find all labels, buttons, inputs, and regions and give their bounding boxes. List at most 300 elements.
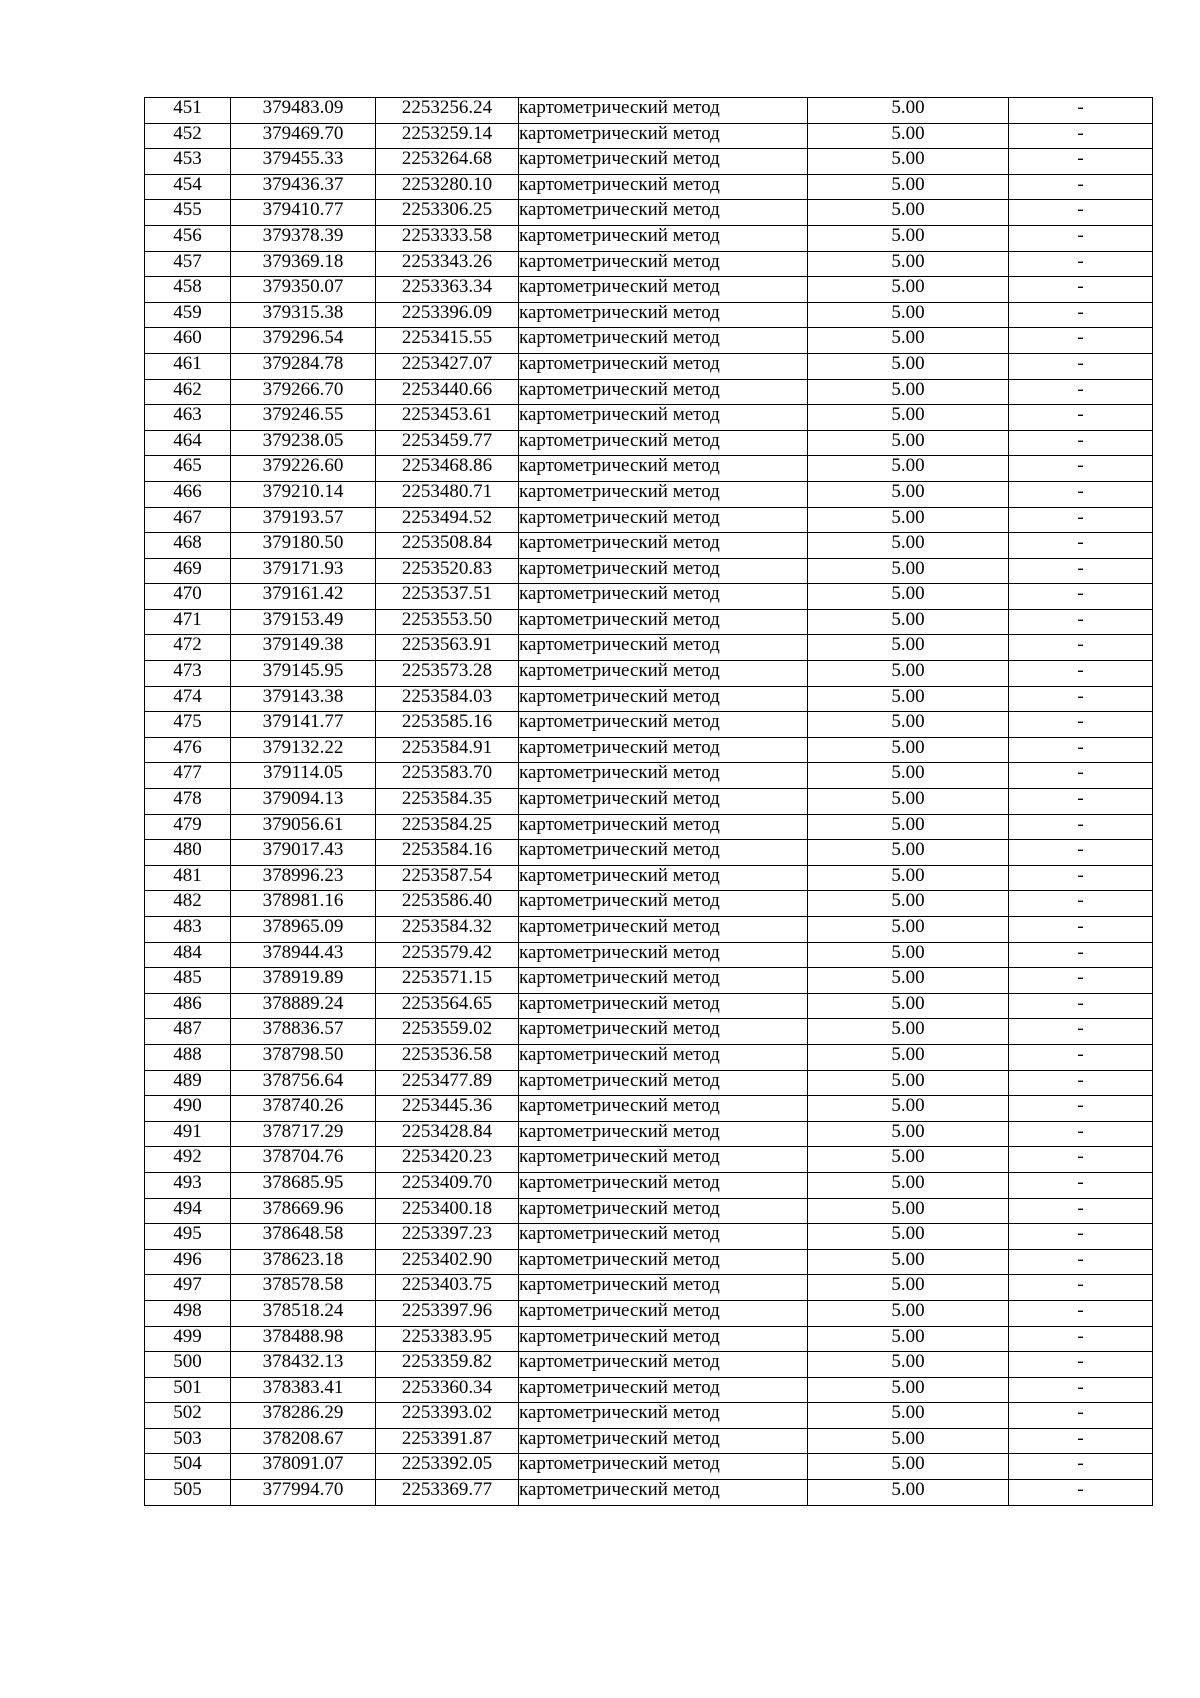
note-cell: - xyxy=(1009,1480,1153,1506)
y-coordinate-cell: 2253383.95 xyxy=(376,1326,519,1352)
accuracy-cell: 5.00 xyxy=(808,686,1009,712)
x-coordinate-cell: 379056.61 xyxy=(231,814,376,840)
y-coordinate-cell: 2253583.70 xyxy=(376,763,519,789)
accuracy-cell: 5.00 xyxy=(808,993,1009,1019)
note-cell: - xyxy=(1009,456,1153,482)
y-coordinate-cell: 2253403.75 xyxy=(376,1275,519,1301)
table-row xyxy=(145,200,1153,226)
y-coordinate-cell: 2253587.54 xyxy=(376,865,519,891)
accuracy-cell: 5.00 xyxy=(808,98,1009,124)
table-row xyxy=(145,891,1153,917)
note-cell: - xyxy=(1009,686,1153,712)
point-number-cell: 505 xyxy=(145,1480,231,1506)
table-row xyxy=(145,1454,1153,1480)
accuracy-cell: 5.00 xyxy=(808,379,1009,405)
method-cell: картометрический метод xyxy=(519,174,808,200)
y-coordinate-cell: 2253445.36 xyxy=(376,1096,519,1122)
x-coordinate-cell: 378518.24 xyxy=(231,1300,376,1326)
table-row xyxy=(145,1019,1153,1045)
x-coordinate-cell: 379246.55 xyxy=(231,405,376,431)
method-cell: картометрический метод xyxy=(519,98,808,124)
point-number-cell: 454 xyxy=(145,174,231,200)
y-coordinate-cell: 2253459.77 xyxy=(376,430,519,456)
point-number-cell: 467 xyxy=(145,507,231,533)
x-coordinate-cell: 378648.58 xyxy=(231,1224,376,1250)
table-row xyxy=(145,840,1153,866)
x-coordinate-cell: 378981.16 xyxy=(231,891,376,917)
point-number-cell: 462 xyxy=(145,379,231,405)
x-coordinate-cell: 379171.93 xyxy=(231,558,376,584)
method-cell: картометрический метод xyxy=(519,661,808,687)
y-coordinate-cell: 2253453.61 xyxy=(376,405,519,431)
method-cell: картометрический метод xyxy=(519,149,808,175)
point-number-cell: 496 xyxy=(145,1249,231,1275)
note-cell: - xyxy=(1009,379,1153,405)
table-row xyxy=(145,1172,1153,1198)
table-row xyxy=(145,609,1153,635)
accuracy-cell: 5.00 xyxy=(808,200,1009,226)
y-coordinate-cell: 2253306.25 xyxy=(376,200,519,226)
accuracy-cell: 5.00 xyxy=(808,968,1009,994)
accuracy-cell: 5.00 xyxy=(808,917,1009,943)
table-row xyxy=(145,1249,1153,1275)
x-coordinate-cell: 378798.50 xyxy=(231,1044,376,1070)
method-cell: картометрический метод xyxy=(519,584,808,610)
accuracy-cell: 5.00 xyxy=(808,1172,1009,1198)
point-number-cell: 463 xyxy=(145,405,231,431)
table-row xyxy=(145,1198,1153,1224)
y-coordinate-cell: 2253508.84 xyxy=(376,533,519,559)
point-number-cell: 456 xyxy=(145,225,231,251)
method-cell: картометрический метод xyxy=(519,225,808,251)
accuracy-cell: 5.00 xyxy=(808,1249,1009,1275)
x-coordinate-cell: 378944.43 xyxy=(231,942,376,968)
table-row xyxy=(145,277,1153,303)
method-cell: картометрический метод xyxy=(519,968,808,994)
method-cell: картометрический метод xyxy=(519,1403,808,1429)
x-coordinate-cell: 379143.38 xyxy=(231,686,376,712)
table-row xyxy=(145,1428,1153,1454)
y-coordinate-cell: 2253573.28 xyxy=(376,661,519,687)
accuracy-cell: 5.00 xyxy=(808,1454,1009,1480)
point-number-cell: 455 xyxy=(145,200,231,226)
table-row xyxy=(145,1070,1153,1096)
y-coordinate-cell: 2253584.16 xyxy=(376,840,519,866)
table-row xyxy=(145,1300,1153,1326)
x-coordinate-cell: 378996.23 xyxy=(231,865,376,891)
method-cell: картометрический метод xyxy=(519,789,808,815)
method-cell: картометрический метод xyxy=(519,558,808,584)
accuracy-cell: 5.00 xyxy=(808,1121,1009,1147)
table-row xyxy=(145,481,1153,507)
table-row xyxy=(145,1121,1153,1147)
method-cell: картометрический метод xyxy=(519,1224,808,1250)
note-cell: - xyxy=(1009,917,1153,943)
point-number-cell: 502 xyxy=(145,1403,231,1429)
method-cell: картометрический метод xyxy=(519,635,808,661)
point-number-cell: 458 xyxy=(145,277,231,303)
table-row xyxy=(145,302,1153,328)
table-row xyxy=(145,1096,1153,1122)
y-coordinate-cell: 2253586.40 xyxy=(376,891,519,917)
accuracy-cell: 5.00 xyxy=(808,789,1009,815)
note-cell: - xyxy=(1009,98,1153,124)
accuracy-cell: 5.00 xyxy=(808,840,1009,866)
point-number-cell: 501 xyxy=(145,1377,231,1403)
accuracy-cell: 5.00 xyxy=(808,507,1009,533)
method-cell: картометрический метод xyxy=(519,1428,808,1454)
point-number-cell: 460 xyxy=(145,328,231,354)
point-number-cell: 504 xyxy=(145,1454,231,1480)
y-coordinate-cell: 2253537.51 xyxy=(376,584,519,610)
table-row xyxy=(145,712,1153,738)
point-number-cell: 469 xyxy=(145,558,231,584)
note-cell: - xyxy=(1009,993,1153,1019)
method-cell: картометрический метод xyxy=(519,353,808,379)
y-coordinate-cell: 2253343.26 xyxy=(376,251,519,277)
point-number-cell: 486 xyxy=(145,993,231,1019)
y-coordinate-cell: 2253584.03 xyxy=(376,686,519,712)
accuracy-cell: 5.00 xyxy=(808,1147,1009,1173)
y-coordinate-cell: 2253584.25 xyxy=(376,814,519,840)
method-cell: картометрический метод xyxy=(519,1198,808,1224)
table-row xyxy=(145,149,1153,175)
accuracy-cell: 5.00 xyxy=(808,635,1009,661)
table-row xyxy=(145,225,1153,251)
accuracy-cell: 5.00 xyxy=(808,1403,1009,1429)
note-cell: - xyxy=(1009,1352,1153,1378)
x-coordinate-cell: 379161.42 xyxy=(231,584,376,610)
method-cell: картометрический метод xyxy=(519,1480,808,1506)
y-coordinate-cell: 2253280.10 xyxy=(376,174,519,200)
y-coordinate-cell: 2253391.87 xyxy=(376,1428,519,1454)
accuracy-cell: 5.00 xyxy=(808,942,1009,968)
note-cell: - xyxy=(1009,789,1153,815)
accuracy-cell: 5.00 xyxy=(808,712,1009,738)
accuracy-cell: 5.00 xyxy=(808,1352,1009,1378)
accuracy-cell: 5.00 xyxy=(808,405,1009,431)
x-coordinate-cell: 379296.54 xyxy=(231,328,376,354)
accuracy-cell: 5.00 xyxy=(808,123,1009,149)
x-coordinate-cell: 379094.13 xyxy=(231,789,376,815)
y-coordinate-cell: 2253392.05 xyxy=(376,1454,519,1480)
point-number-cell: 478 xyxy=(145,789,231,815)
x-coordinate-cell: 379378.39 xyxy=(231,225,376,251)
table-row xyxy=(145,174,1153,200)
y-coordinate-cell: 2253494.52 xyxy=(376,507,519,533)
x-coordinate-cell: 378717.29 xyxy=(231,1121,376,1147)
note-cell: - xyxy=(1009,1121,1153,1147)
method-cell: картометрический метод xyxy=(519,1019,808,1045)
point-number-cell: 493 xyxy=(145,1172,231,1198)
x-coordinate-cell: 379132.22 xyxy=(231,737,376,763)
accuracy-cell: 5.00 xyxy=(808,1019,1009,1045)
accuracy-cell: 5.00 xyxy=(808,1326,1009,1352)
note-cell: - xyxy=(1009,200,1153,226)
x-coordinate-cell: 378208.67 xyxy=(231,1428,376,1454)
note-cell: - xyxy=(1009,1403,1153,1429)
point-number-cell: 490 xyxy=(145,1096,231,1122)
accuracy-cell: 5.00 xyxy=(808,1044,1009,1070)
x-coordinate-cell: 378286.29 xyxy=(231,1403,376,1429)
method-cell: картометрический метод xyxy=(519,1249,808,1275)
note-cell: - xyxy=(1009,1147,1153,1173)
table-row xyxy=(145,993,1153,1019)
point-number-cell: 492 xyxy=(145,1147,231,1173)
method-cell: картометрический метод xyxy=(519,1352,808,1378)
method-cell: картометрический метод xyxy=(519,1044,808,1070)
point-number-cell: 468 xyxy=(145,533,231,559)
point-number-cell: 457 xyxy=(145,251,231,277)
table-row xyxy=(145,1275,1153,1301)
note-cell: - xyxy=(1009,1326,1153,1352)
note-cell: - xyxy=(1009,1070,1153,1096)
note-cell: - xyxy=(1009,1044,1153,1070)
note-cell: - xyxy=(1009,123,1153,149)
y-coordinate-cell: 2253564.65 xyxy=(376,993,519,1019)
method-cell: картометрический метод xyxy=(519,251,808,277)
note-cell: - xyxy=(1009,481,1153,507)
point-number-cell: 476 xyxy=(145,737,231,763)
point-number-cell: 479 xyxy=(145,814,231,840)
note-cell: - xyxy=(1009,942,1153,968)
y-coordinate-cell: 2253264.68 xyxy=(376,149,519,175)
table-row xyxy=(145,379,1153,405)
accuracy-cell: 5.00 xyxy=(808,1096,1009,1122)
accuracy-cell: 5.00 xyxy=(808,1377,1009,1403)
x-coordinate-cell: 379017.43 xyxy=(231,840,376,866)
x-coordinate-cell: 378965.09 xyxy=(231,917,376,943)
accuracy-cell: 5.00 xyxy=(808,149,1009,175)
method-cell: картометрический метод xyxy=(519,763,808,789)
note-cell: - xyxy=(1009,328,1153,354)
table-row xyxy=(145,328,1153,354)
point-number-cell: 500 xyxy=(145,1352,231,1378)
point-number-cell: 491 xyxy=(145,1121,231,1147)
accuracy-cell: 5.00 xyxy=(808,609,1009,635)
point-number-cell: 466 xyxy=(145,481,231,507)
method-cell: картометрический метод xyxy=(519,405,808,431)
method-cell: картометрический метод xyxy=(519,302,808,328)
method-cell: картометрический метод xyxy=(519,328,808,354)
note-cell: - xyxy=(1009,405,1153,431)
y-coordinate-cell: 2253397.23 xyxy=(376,1224,519,1250)
x-coordinate-cell: 379114.05 xyxy=(231,763,376,789)
accuracy-cell: 5.00 xyxy=(808,277,1009,303)
coordinates-table-body xyxy=(145,98,1153,1506)
point-number-cell: 497 xyxy=(145,1275,231,1301)
note-cell: - xyxy=(1009,584,1153,610)
note-cell: - xyxy=(1009,149,1153,175)
x-coordinate-cell: 378756.64 xyxy=(231,1070,376,1096)
method-cell: картометрический метод xyxy=(519,1377,808,1403)
point-number-cell: 481 xyxy=(145,865,231,891)
point-number-cell: 474 xyxy=(145,686,231,712)
table-row xyxy=(145,942,1153,968)
note-cell: - xyxy=(1009,635,1153,661)
table-row xyxy=(145,456,1153,482)
method-cell: картометрический метод xyxy=(519,814,808,840)
note-cell: - xyxy=(1009,1300,1153,1326)
note-cell: - xyxy=(1009,661,1153,687)
accuracy-cell: 5.00 xyxy=(808,302,1009,328)
accuracy-cell: 5.00 xyxy=(808,1070,1009,1096)
y-coordinate-cell: 2253259.14 xyxy=(376,123,519,149)
table-row xyxy=(145,123,1153,149)
note-cell: - xyxy=(1009,302,1153,328)
y-coordinate-cell: 2253585.16 xyxy=(376,712,519,738)
x-coordinate-cell: 379153.49 xyxy=(231,609,376,635)
table-row xyxy=(145,1377,1153,1403)
table-row xyxy=(145,763,1153,789)
y-coordinate-cell: 2253427.07 xyxy=(376,353,519,379)
y-coordinate-cell: 2253400.18 xyxy=(376,1198,519,1224)
note-cell: - xyxy=(1009,1198,1153,1224)
accuracy-cell: 5.00 xyxy=(808,584,1009,610)
coordinates-table xyxy=(144,97,1153,1506)
accuracy-cell: 5.00 xyxy=(808,558,1009,584)
point-number-cell: 503 xyxy=(145,1428,231,1454)
y-coordinate-cell: 2253579.42 xyxy=(376,942,519,968)
accuracy-cell: 5.00 xyxy=(808,430,1009,456)
method-cell: картометрический метод xyxy=(519,1275,808,1301)
point-number-cell: 494 xyxy=(145,1198,231,1224)
x-coordinate-cell: 379266.70 xyxy=(231,379,376,405)
x-coordinate-cell: 378669.96 xyxy=(231,1198,376,1224)
accuracy-cell: 5.00 xyxy=(808,1224,1009,1250)
accuracy-cell: 5.00 xyxy=(808,1480,1009,1506)
method-cell: картометрический метод xyxy=(519,609,808,635)
table-row xyxy=(145,1480,1153,1506)
point-number-cell: 498 xyxy=(145,1300,231,1326)
x-coordinate-cell: 379483.09 xyxy=(231,98,376,124)
accuracy-cell: 5.00 xyxy=(808,891,1009,917)
y-coordinate-cell: 2253359.82 xyxy=(376,1352,519,1378)
y-coordinate-cell: 2253536.58 xyxy=(376,1044,519,1070)
table-row xyxy=(145,1147,1153,1173)
x-coordinate-cell: 379145.95 xyxy=(231,661,376,687)
method-cell: картометрический метод xyxy=(519,430,808,456)
point-number-cell: 485 xyxy=(145,968,231,994)
point-number-cell: 484 xyxy=(145,942,231,968)
method-cell: картометрический метод xyxy=(519,379,808,405)
accuracy-cell: 5.00 xyxy=(808,225,1009,251)
note-cell: - xyxy=(1009,430,1153,456)
note-cell: - xyxy=(1009,840,1153,866)
y-coordinate-cell: 2253477.89 xyxy=(376,1070,519,1096)
x-coordinate-cell: 378836.57 xyxy=(231,1019,376,1045)
table-row xyxy=(145,814,1153,840)
x-coordinate-cell: 378623.18 xyxy=(231,1249,376,1275)
table-row xyxy=(145,635,1153,661)
method-cell: картометрический метод xyxy=(519,712,808,738)
point-number-cell: 451 xyxy=(145,98,231,124)
point-number-cell: 487 xyxy=(145,1019,231,1045)
point-number-cell: 483 xyxy=(145,917,231,943)
note-cell: - xyxy=(1009,712,1153,738)
x-coordinate-cell: 379469.70 xyxy=(231,123,376,149)
table-row xyxy=(145,98,1153,124)
y-coordinate-cell: 2253553.50 xyxy=(376,609,519,635)
x-coordinate-cell: 379226.60 xyxy=(231,456,376,482)
accuracy-cell: 5.00 xyxy=(808,661,1009,687)
point-number-cell: 459 xyxy=(145,302,231,328)
method-cell: картометрический метод xyxy=(519,993,808,1019)
note-cell: - xyxy=(1009,1249,1153,1275)
accuracy-cell: 5.00 xyxy=(808,1275,1009,1301)
table-row xyxy=(145,558,1153,584)
accuracy-cell: 5.00 xyxy=(808,533,1009,559)
point-number-cell: 470 xyxy=(145,584,231,610)
y-coordinate-cell: 2253409.70 xyxy=(376,1172,519,1198)
point-number-cell: 489 xyxy=(145,1070,231,1096)
method-cell: картометрический метод xyxy=(519,686,808,712)
table-row xyxy=(145,430,1153,456)
method-cell: картометрический метод xyxy=(519,865,808,891)
table-row xyxy=(145,789,1153,815)
accuracy-cell: 5.00 xyxy=(808,763,1009,789)
note-cell: - xyxy=(1009,968,1153,994)
table-row xyxy=(145,1352,1153,1378)
y-coordinate-cell: 2253468.86 xyxy=(376,456,519,482)
x-coordinate-cell: 378578.58 xyxy=(231,1275,376,1301)
table-row xyxy=(145,405,1153,431)
method-cell: картометрический метод xyxy=(519,123,808,149)
method-cell: картометрический метод xyxy=(519,481,808,507)
y-coordinate-cell: 2253571.15 xyxy=(376,968,519,994)
point-number-cell: 471 xyxy=(145,609,231,635)
method-cell: картометрический метод xyxy=(519,456,808,482)
y-coordinate-cell: 2253415.55 xyxy=(376,328,519,354)
table-row xyxy=(145,917,1153,943)
x-coordinate-cell: 378889.24 xyxy=(231,993,376,1019)
x-coordinate-cell: 379284.78 xyxy=(231,353,376,379)
y-coordinate-cell: 2253393.02 xyxy=(376,1403,519,1429)
y-coordinate-cell: 2253559.02 xyxy=(376,1019,519,1045)
method-cell: картометрический метод xyxy=(519,917,808,943)
note-cell: - xyxy=(1009,1096,1153,1122)
y-coordinate-cell: 2253360.34 xyxy=(376,1377,519,1403)
point-number-cell: 477 xyxy=(145,763,231,789)
x-coordinate-cell: 378919.89 xyxy=(231,968,376,994)
table-row xyxy=(145,737,1153,763)
table-row xyxy=(145,507,1153,533)
table-row xyxy=(145,1224,1153,1250)
x-coordinate-cell: 378704.76 xyxy=(231,1147,376,1173)
point-number-cell: 452 xyxy=(145,123,231,149)
note-cell: - xyxy=(1009,277,1153,303)
note-cell: - xyxy=(1009,558,1153,584)
accuracy-cell: 5.00 xyxy=(808,456,1009,482)
note-cell: - xyxy=(1009,737,1153,763)
y-coordinate-cell: 2253363.34 xyxy=(376,277,519,303)
method-cell: картометрический метод xyxy=(519,507,808,533)
method-cell: картометрический метод xyxy=(519,1326,808,1352)
note-cell: - xyxy=(1009,865,1153,891)
x-coordinate-cell: 379238.05 xyxy=(231,430,376,456)
method-cell: картометрический метод xyxy=(519,1172,808,1198)
table-row xyxy=(145,865,1153,891)
x-coordinate-cell: 379210.14 xyxy=(231,481,376,507)
point-number-cell: 475 xyxy=(145,712,231,738)
method-cell: картометрический метод xyxy=(519,533,808,559)
table-row xyxy=(145,584,1153,610)
table-row xyxy=(145,251,1153,277)
note-cell: - xyxy=(1009,1454,1153,1480)
y-coordinate-cell: 2253428.84 xyxy=(376,1121,519,1147)
table-row xyxy=(145,661,1153,687)
point-number-cell: 453 xyxy=(145,149,231,175)
